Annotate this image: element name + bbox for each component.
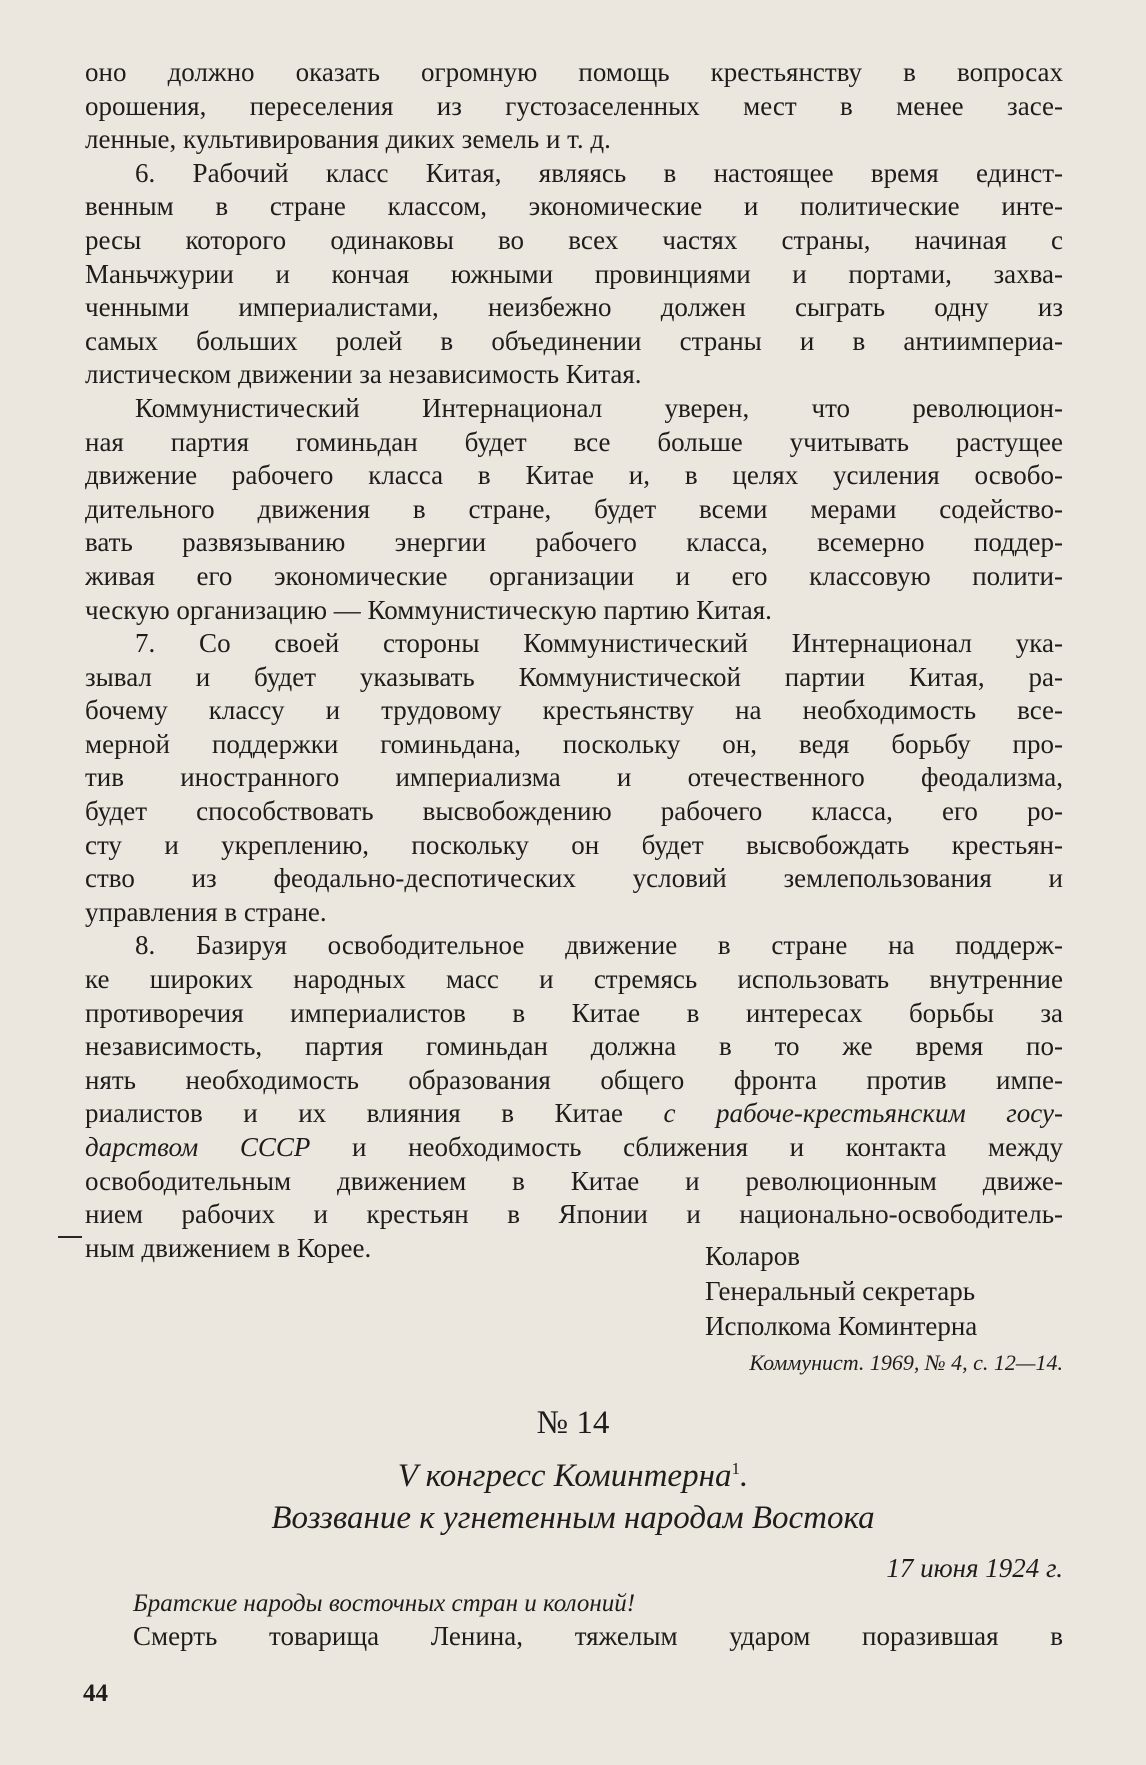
- text-line: движение рабочего класса в Китае и, в целях усиления освобо-: [85, 460, 1063, 491]
- text-line: 8. Базируя освободительное движение в стране на поддерж-: [135, 930, 1063, 961]
- signature-name: Коларов: [705, 1241, 801, 1271]
- text-line: противоречия империалистов в Китае в интересах борьбы за: [85, 997, 1063, 1028]
- greeting: Братские народы восточных стран и колоний!: [133, 1590, 636, 1617]
- signature-block: [85, 1239, 1063, 1344]
- text-line: ным движением в Корее.: [85, 1232, 372, 1263]
- text-line: нять необходимость образования общего фронта против импе-: [85, 1064, 1063, 1095]
- text-line: [85, 1097, 1063, 1131]
- text-line: ство из феодально-деспотических условий землепользования и: [85, 863, 1063, 894]
- margin-dash: [58, 1236, 82, 1238]
- text-line: ческую организацию — Коммунистическую партию Китая.: [85, 594, 772, 625]
- document-subtitle: Воззвание к угнетенным народам Востока: [271, 1500, 875, 1536]
- text-line: ресы которого одинаковы во всех частях страны, начиная с: [85, 224, 1063, 255]
- source-citation: Коммунист. 1969, № 4, с. 12—14.: [749, 1350, 1063, 1375]
- signature-title: Исполкома Коминтерна: [705, 1311, 978, 1341]
- signature-title: Генеральный секретарь: [705, 1276, 976, 1306]
- text-line: тив иностранного империализма и отечественного феодализма,: [85, 762, 1063, 793]
- footnote-marker: 1: [731, 1459, 740, 1478]
- page-number: 44: [83, 1680, 108, 1707]
- italic-segment: дарством СССР: [85, 1132, 311, 1162]
- text-line: бочему классу и трудовому крестьянству на необходимость все-: [85, 695, 1063, 726]
- text-line: Смерть товарища Ленина, тяжелым ударом поразившая в: [133, 1621, 1063, 1651]
- document-number: № 14: [536, 1405, 610, 1441]
- text-line: Коммунистический Интернационал уверен, что революцион-: [135, 392, 1063, 423]
- text-line: 6. Рабочий класс Китая, являясь в настоящее время единст-: [135, 157, 1063, 188]
- text-line: мерной поддержки гоминьдана, поскольку он, ведя борьбу про-: [85, 728, 1063, 759]
- text-line: зывал и будет указывать Коммунистической партии Китая, ра-: [85, 661, 1063, 692]
- text-line: самых больших ролей в объединении страны и в антиимпериа-: [85, 325, 1063, 356]
- text-line: живая его экономические организации и его классовую полити-: [85, 560, 1063, 591]
- text-line: ке широких народных масс и стремясь использовать внутренние: [85, 964, 1063, 995]
- text-line: ленные, культивирования диких земель и т. д.: [85, 124, 611, 155]
- text-line: листическом движении за независимость Китая.: [85, 359, 642, 390]
- text-line: венным в стране классом, экономические и политические инте-: [85, 191, 1063, 222]
- text-segment: и необходимость сближения и контакта между: [352, 1132, 1063, 1162]
- body-text: [85, 56, 1063, 1265]
- italic-segment: с рабоче-крестьянским госу-: [663, 1098, 1063, 1129]
- document-date: 17 июня 1924 г.: [886, 1553, 1063, 1583]
- title-punct: .: [739, 1458, 749, 1494]
- text-line: будет способствовать высвобождению рабочего класса, его ро-: [85, 796, 1063, 827]
- text-line: нием рабочих и крестьян в Японии и национально-освободитель-: [85, 1199, 1063, 1230]
- text-line: управления в стране.: [85, 896, 327, 927]
- title-text: V конгресс Коминтерна: [397, 1458, 732, 1494]
- text-line: 7. Со своей стороны Коммунистический Интернационал ука-: [135, 628, 1063, 659]
- text-segment: риалистов и их влияния в Китае: [85, 1098, 624, 1129]
- text-line: вать развязыванию энергии рабочего класса, всемерно поддер-: [85, 527, 1063, 558]
- text-line: орошения, переселения из густозаселенных мест в менее засе-: [85, 90, 1063, 121]
- text-line: ченными империалистами, неизбежно должен сыграть одну из: [85, 292, 1063, 323]
- text-line: дительного движения в стране, будет всеми мерами содейство-: [85, 493, 1063, 524]
- text-line: оно должно оказать огромную помощь крестьянству в вопросах: [85, 57, 1063, 87]
- document-title: [0, 1458, 1146, 1495]
- text-line: освободительным движением в Китае и революционным движе-: [85, 1165, 1063, 1196]
- text-line: ная партия гоминьдан будет все больше учитывать растущее: [85, 426, 1063, 457]
- text-line: [85, 1131, 1063, 1165]
- text-line: независимость, партия гоминьдан должна в то же время по-: [85, 1031, 1063, 1062]
- text-line: сту и укреплению, поскольку он будет высвобождать крестьян-: [85, 829, 1063, 860]
- text-line: Маньчжурии и кончая южными провинциями и портами, захва-: [85, 258, 1063, 289]
